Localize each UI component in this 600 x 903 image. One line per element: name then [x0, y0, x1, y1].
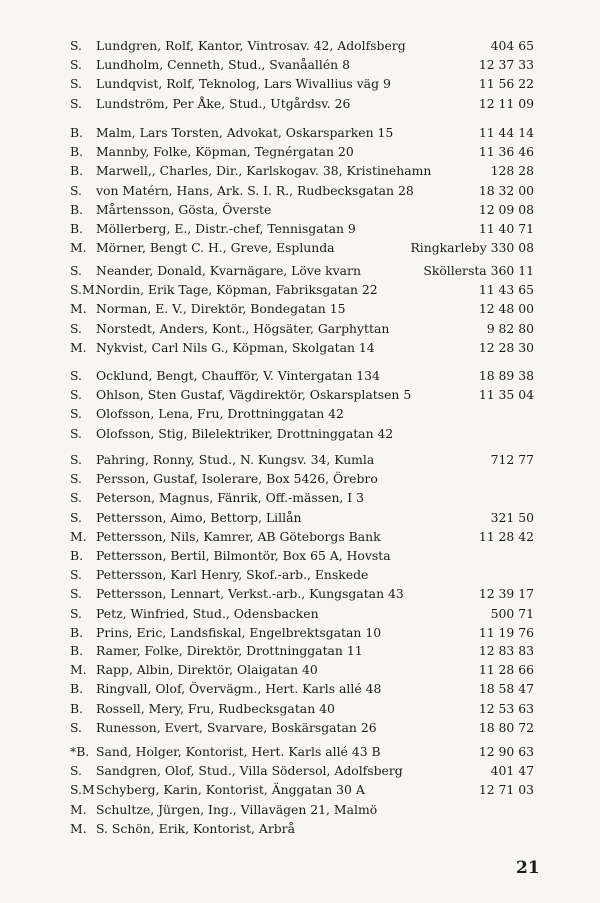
entry-section-code: M.: [70, 662, 87, 678]
entry-phone-number: 12 28 30: [478, 339, 534, 355]
directory-entry: [70, 450, 534, 470]
directory-entry: [70, 565, 534, 585]
directory-entry: [70, 527, 534, 547]
entry-section-code: B.: [70, 681, 84, 697]
entry-name-and-address: Pettersson, Bertil, Bilmontör, Box 65 A, Hovsta: [96, 548, 391, 563]
entry-phone-number: 11 40 71: [478, 221, 534, 236]
entry-phone-number: 12 39 17: [478, 586, 534, 602]
entry-name-and-address: Lundqvist, Rolf, Teknolog, Lars Wivallius väg 9: [96, 76, 391, 92]
entry-name-and-address: Möllerberg, E., Distr.-chef, Tennisgatan 9: [96, 221, 356, 236]
entry-phone-number: 321 50: [490, 509, 534, 525]
entry-section-code: S.: [70, 406, 82, 422]
entry-phone-number: 12 48 00: [478, 301, 534, 317]
directory-entry: [70, 761, 534, 781]
directory-entry: [70, 424, 534, 444]
directory-entry: [70, 280, 534, 300]
entry-phone-number: Sköllersta 360 11: [423, 263, 534, 278]
directory-entry: [70, 181, 534, 201]
entry-name-and-address: Persson, Gustaf, Isolerare, Box 5426, Örebro: [96, 471, 378, 487]
entry-section-code: S.: [70, 567, 82, 583]
entry-name-and-address: Ringvall, Olof, Övervägm., Hert. Karls allé 48: [96, 681, 382, 697]
entry-phone-number: 9 82 80: [486, 320, 534, 336]
entry-section-code: B.: [70, 624, 84, 640]
entry-name-and-address: Norstedt, Anders, Kont., Högsäter, Garphyttan: [96, 320, 390, 336]
entry-name-and-address: Prins, Eric, Landsfiskal, Engelbrektsgatan 10: [96, 624, 382, 640]
entry-section-code: B.: [70, 144, 84, 160]
entry-phone-number: 18 32 00: [478, 182, 534, 198]
entry-section-code: S.: [70, 320, 82, 336]
entry-name-and-address: von Matérn, Hans, Ark. S. I. R., Rudbecksgatan 28: [96, 182, 414, 198]
entry-phone-number: 12 71 03: [478, 782, 534, 798]
entry-section-code: S.: [70, 38, 82, 53]
entry-phone-number: Ringkarleby 330 08: [410, 240, 534, 256]
entry-section-code: B.: [70, 221, 84, 236]
entry-section-code: B.: [70, 163, 84, 179]
directory-entry: [70, 641, 534, 661]
entry-phone-number: 12 90 63: [478, 744, 534, 759]
entry-section-code: S.: [70, 763, 82, 779]
entry-section-code: S.: [70, 76, 82, 92]
entry-phone-number: 128 28: [490, 163, 534, 179]
entry-section-code: S.M: [70, 782, 95, 798]
directory-entry: [70, 679, 534, 699]
entry-phone-number: 404 65: [490, 38, 534, 53]
entry-name-and-address: Ocklund, Bengt, Chaufför, V. Vintergatan 134: [96, 368, 380, 383]
entry-phone-number: 11 28 66: [478, 662, 534, 678]
entry-section-code: S.: [70, 586, 82, 602]
entry-phone-number: 12 53 63: [478, 700, 534, 716]
entry-name-and-address: Pettersson, Lennart, Verkst.-arb., Kungsgatan 43: [96, 586, 404, 602]
entry-name-and-address: Lundgren, Rolf, Kantor, Vintrosav. 42, Adolfsberg: [96, 38, 406, 53]
entry-phone-number: 11 43 65: [478, 282, 534, 298]
entry-name-and-address: Schyberg, Karin, Kontorist, Änggatan 30 A: [96, 782, 365, 798]
directory-entry: [70, 508, 534, 528]
entry-name-and-address: Malm, Lars Torsten, Advokat, Oskarsparken 15: [96, 125, 394, 140]
entry-phone-number: 11 19 76: [478, 624, 534, 640]
entry-section-code: S.: [70, 387, 82, 403]
directory-entry: [70, 699, 534, 719]
entry-name-and-address: Rapp, Albin, Direktör, Olaigatan 40: [96, 662, 318, 678]
entry-phone-number: 11 44 14: [478, 125, 534, 140]
entry-section-code: M.: [70, 301, 87, 317]
directory-entry: [70, 161, 534, 181]
entry-phone-number: 401 47: [490, 763, 534, 779]
directory-entry: [70, 488, 534, 508]
entry-phone-number: 12 09 08: [478, 201, 534, 217]
entry-name-and-address: Mannby, Folke, Köpman, Tegnérgatan 20: [96, 144, 354, 160]
entry-name-and-address: Runesson, Evert, Svarvare, Boskärsgatan 26: [96, 719, 377, 735]
entry-phone-number: 18 89 38: [478, 368, 534, 383]
entry-phone-number: 18 58 47: [478, 681, 534, 697]
directory-entry: [70, 123, 534, 143]
directory-entry: [70, 780, 534, 800]
entry-phone-number: 12 37 33: [478, 57, 534, 73]
entry-section-code: *B.: [70, 744, 90, 759]
directory-entry: [70, 546, 534, 566]
entry-name-and-address: Lundholm, Cenneth, Stud., Svanåallén 8: [96, 57, 350, 73]
directory-entry: [70, 366, 534, 386]
directory-entry: [70, 338, 534, 358]
entry-name-and-address: Mårtensson, Gösta, Överste: [96, 201, 272, 217]
directory-entry: [70, 469, 534, 489]
entry-phone-number: 11 35 04: [478, 387, 534, 403]
entry-phone-number: 500 71: [490, 605, 534, 621]
entry-name-and-address: Olofsson, Stig, Bilelektriker, Drottninggatan 42: [96, 425, 394, 441]
entry-phone-number: 12 11 09: [478, 95, 534, 111]
entry-name-and-address: Rossell, Mery, Fru, Rudbecksgatan 40: [96, 700, 335, 716]
entry-section-code: S.: [70, 719, 82, 735]
entry-name-and-address: Neander, Donald, Kvarnägare, Löve kvarn: [96, 263, 361, 278]
entry-name-and-address: S. Schön, Erik, Kontorist, Arbrå: [96, 820, 295, 836]
directory-entry: [70, 74, 534, 94]
entry-phone-number: 11 56 22: [478, 76, 534, 92]
directory-entry: [70, 200, 534, 220]
directory-entry: [70, 623, 534, 643]
entry-name-and-address: Olofsson, Lena, Fru, Drottninggatan 42: [96, 406, 344, 422]
entry-name-and-address: Ohlson, Sten Gustaf, Vägdirektör, Oskarsplatsen 5: [96, 387, 412, 403]
entry-name-and-address: Pettersson, Nils, Kamrer, AB Göteborgs Bank: [96, 528, 381, 544]
entry-section-code: S.: [70, 471, 82, 487]
entry-name-and-address: Nykvist, Carl Nils G., Köpman, Skolgatan 14: [96, 339, 375, 355]
directory-entry: [70, 319, 534, 339]
entry-section-code: S.: [70, 490, 82, 506]
directory-entry: [70, 238, 534, 258]
entry-section-code: M.: [70, 339, 87, 355]
entry-phone-number: 11 36 46: [478, 144, 534, 160]
entry-name-and-address: Ramer, Folke, Direktör, Drottninggatan 11: [96, 643, 363, 658]
entry-phone-number: 12 83 83: [478, 643, 534, 658]
directory-entry: [70, 718, 534, 738]
entry-section-code: S.: [70, 425, 82, 441]
entry-name-and-address: Pettersson, Karl Henry, Skof.-arb., Enskede: [96, 567, 369, 583]
entry-name-and-address: Sandgren, Olof, Stud., Villa Södersol, Adolfsberg: [96, 763, 403, 779]
entry-section-code: S.: [70, 368, 82, 383]
entry-section-code: S.: [70, 605, 82, 621]
directory-entry: [70, 94, 534, 114]
directory-entry: [70, 299, 534, 319]
entry-section-code: M.: [70, 240, 87, 256]
directory-entry: [70, 584, 534, 604]
entry-section-code: S.: [70, 182, 82, 198]
directory-entry: [70, 404, 534, 424]
entry-phone-number: 18 80 72: [478, 719, 534, 735]
directory-entry: [70, 36, 534, 56]
entry-phone-number: 11 28 42: [478, 528, 534, 544]
entry-name-and-address: Petz, Winfried, Stud., Odensbacken: [96, 605, 319, 621]
entry-name-and-address: Peterson, Magnus, Fänrik, Off.-mässen, I 3: [96, 490, 365, 506]
entry-name-and-address: Marwell,, Charles, Dir., Karlskogav. 38, Kristinehamn: [96, 163, 432, 179]
entry-section-code: S.: [70, 57, 82, 73]
entry-name-and-address: Sand, Holger, Kontorist, Hert. Karls allé 43 B: [96, 744, 381, 759]
entry-name-and-address: Schultze, Jürgen, Ing., Villavägen 21, Malmö: [96, 801, 378, 817]
entry-name-and-address: Lundström, Per Åke, Stud., Utgårdsv. 26: [96, 95, 351, 111]
entry-section-code: S.M.: [70, 282, 99, 298]
entry-section-code: B.: [70, 643, 84, 658]
directory-entry: [70, 604, 534, 624]
entry-phone-number: 712 77: [490, 452, 534, 467]
directory-entry: [70, 742, 534, 762]
directory-entry: [70, 660, 534, 680]
directory-entry: [70, 819, 534, 839]
entry-name-and-address: Mörner, Bengt C. H., Greve, Esplunda: [96, 240, 335, 256]
entry-section-code: B.: [70, 125, 84, 140]
entry-section-code: S.: [70, 452, 82, 467]
directory-entry: [70, 55, 534, 75]
directory-entry: [70, 219, 534, 239]
directory-entry: [70, 142, 534, 162]
entry-section-code: S.: [70, 95, 82, 111]
entry-section-code: B.: [70, 201, 84, 217]
entry-name-and-address: Norman, E. V., Direktör, Bondegatan 15: [96, 301, 346, 317]
entry-section-code: M.: [70, 801, 87, 817]
entry-name-and-address: Nordin, Erik Tage, Köpman, Fabriksgatan 22: [96, 282, 378, 298]
entry-section-code: B.: [70, 548, 84, 563]
directory-entry: [70, 385, 534, 405]
directory-entry: [70, 261, 534, 281]
page-number: 21: [516, 858, 540, 878]
entry-section-code: S.: [70, 263, 82, 278]
entry-name-and-address: Pahring, Ronny, Stud., N. Kungsv. 34, Kumla: [96, 452, 375, 467]
entry-section-code: M.: [70, 528, 87, 544]
directory-entry: [70, 800, 534, 820]
entry-section-code: M.: [70, 820, 87, 836]
entry-section-code: S.: [70, 509, 82, 525]
entry-name-and-address: Pettersson, Aimo, Bettorp, Lillån: [96, 509, 302, 525]
entry-section-code: B.: [70, 700, 84, 716]
